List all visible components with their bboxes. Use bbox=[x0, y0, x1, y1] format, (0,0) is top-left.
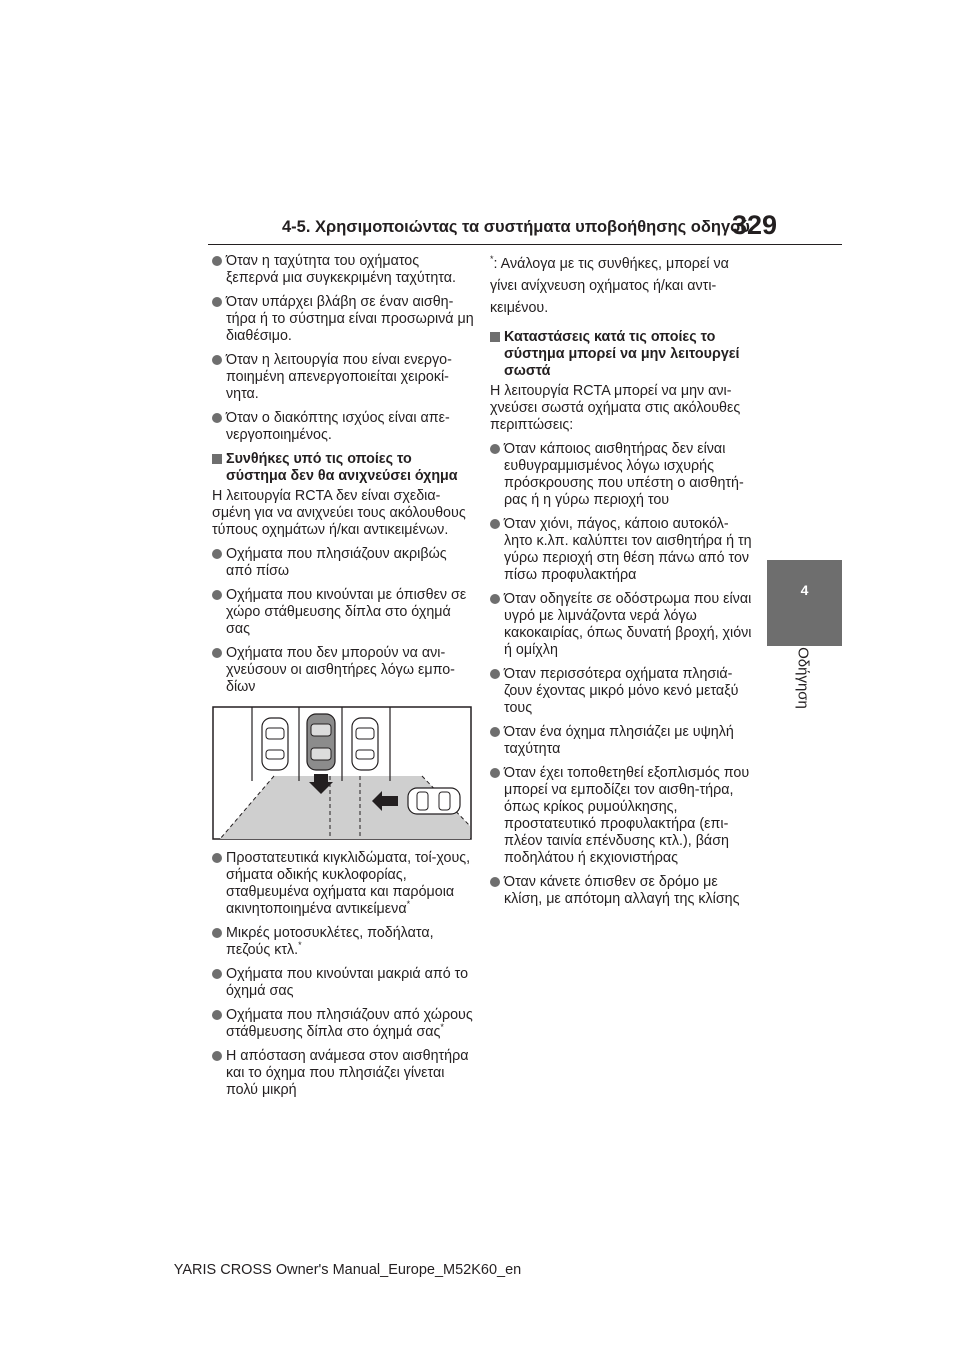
header-divider bbox=[208, 244, 842, 245]
list-item: Όταν έχει τοποθετηθεί εξοπλισμός που μπορεί να εμποδίζει τον αισθη-τήρα, όπως κρίκος ρυμούλκησης, προστατευτικό προφυλακτήρα (επι-πλέον ταινία επένδυσης κτλ.), βάση ποδηλάτου ή εκχιονιστήρας bbox=[490, 765, 752, 867]
chapter-label-text: Οδήγηση bbox=[794, 647, 812, 709]
footnote: *: Ανάλογα με τις συνθήκες, μπορεί να γίνει ανίχνευση οχήματος ή/και αντι-κειμένου. bbox=[490, 254, 729, 316]
chapter-label bbox=[792, 633, 814, 723]
list-item: Όταν η ταχύτητα του οχήματος ξεπερνά μια συγκεκριμένη ταχύτητα. bbox=[212, 253, 474, 287]
list-item: Όταν περισσότερα οχήματα πλησιά-ζουν έχοντας μικρό μόνο κενό μεταξύ τους bbox=[490, 666, 752, 717]
list-item: Οχήματα που πλησιάζουν από χώρους στάθμευσης δίπλα στο όχημά σας* bbox=[212, 1007, 474, 1041]
chapter-number: 4 bbox=[800, 582, 809, 598]
parked-car-left bbox=[262, 718, 288, 770]
section-intro: Η λειτουργία RCTA δεν είναι σχεδια-σμένη για να ανιχνεύει τους ακόλουθους τύπους οχημάτων ή/και αντικειμένων. bbox=[212, 488, 466, 538]
list-item: Μικρές μοτοσυκλέτες, ποδήλατα, πεζούς κτλ.* bbox=[212, 925, 474, 959]
section-heading-malfunction: Καταστάσεις κατά τις οποίες το σύστημα μπορεί να μην λειτουργεί σωστά bbox=[490, 329, 752, 380]
own-car bbox=[307, 714, 335, 770]
list-item: Προστατευτικά κιγκλιδώματα, τοί-χους, σήματα οδικής κυκλοφορίας, σταθμευμένα οχήματα και παρόμοια ακινητοποιημένα αντικείμενα* bbox=[212, 850, 474, 918]
list-item: Οχήματα που πλησιάζουν ακριβώς από πίσω bbox=[212, 546, 474, 580]
approaching-car bbox=[408, 788, 460, 814]
parking-diagram bbox=[212, 706, 472, 840]
list-item: Οχήματα που κινούνται με όπισθεν σε χώρο στάθμευσης δίπλα στο όχημά σας bbox=[212, 587, 474, 638]
list-item: Όταν ένα όχημα πλησιάζει με υψηλή ταχύτητα bbox=[490, 724, 752, 758]
list-item: Όταν χιόνι, πάγος, κάποιο αυτοκόλ-λητο κ.λπ. καλύπτει τον αισθητήρα ή τη γύρω περιοχή στη θέση πάνω από τον πίσω προφυλακτήρα bbox=[490, 516, 752, 584]
parking-illustration bbox=[212, 706, 472, 840]
list-item: Όταν οδηγείτε σε οδόστρωμα που είναι υγρό με λιμνάζοντα νερά λόγω κακοκαιρίας, όπως δυνατή βροχή, χιόνι ή ομίχλη bbox=[490, 591, 752, 659]
list-item: Όταν η λειτουργία που είναι ενεργο-ποιημένη απενεργοποιείται χειροκί-νητα. bbox=[212, 352, 474, 403]
section-heading-no-detection: Συνθήκες υπό τις οποίες το σύστημα δεν θα ανιχνεύσει όχημα bbox=[212, 451, 474, 485]
list-item: Όταν ο διακόπτης ισχύος είναι απε-νεργοποιημένος. bbox=[212, 410, 474, 444]
list-item: Όταν κάποιος αισθητήρας δεν είναι ευθυγραμμισμένος λόγω ισχυρής πρόσκρουσης που υπέστη ο αισθητή-ρας ή η γύρω περιοχή του bbox=[490, 441, 752, 509]
section-header-title: 4-5. Χρησιμοποιώντας τα συστήματα υποβοήθησης οδηγού bbox=[282, 218, 750, 236]
list-item: Όταν κάνετε όπισθεν σε δρόμο με κλίση, με απότομη αλλαγή της κλίσης bbox=[490, 874, 752, 908]
left-column bbox=[212, 253, 474, 1106]
parked-car-right bbox=[352, 718, 378, 770]
section-intro: Η λειτουργία RCTA μπορεί να μην ανι-χνεύσει σωστά οχήματα στις ακόλουθες περιπτώσεις: bbox=[490, 383, 741, 433]
list-item: Όταν υπάρχει βλάβη σε έναν αισθη-τήρα ή το σύστημα είναι προσωρινά μη διαθέσιμο. bbox=[212, 294, 474, 345]
right-column bbox=[490, 253, 752, 915]
list-item: Οχήματα που δεν μπορούν να ανι-χνεύσουν οι αισθητήρες λόγω εμπο-δίων bbox=[212, 645, 474, 696]
list-item: Οχήματα που κινούνται μακριά από το όχημά σας bbox=[212, 966, 474, 1000]
page-number: 329 bbox=[732, 210, 778, 240]
page-footer: YARIS CROSS Owner's Manual_Europe_M52K60_en bbox=[173, 1262, 522, 1278]
list-item: Η απόσταση ανάμεσα στον αισθητήρα και το όχημα που πλησιάζει γίνεται πολύ μικρή bbox=[212, 1048, 474, 1099]
